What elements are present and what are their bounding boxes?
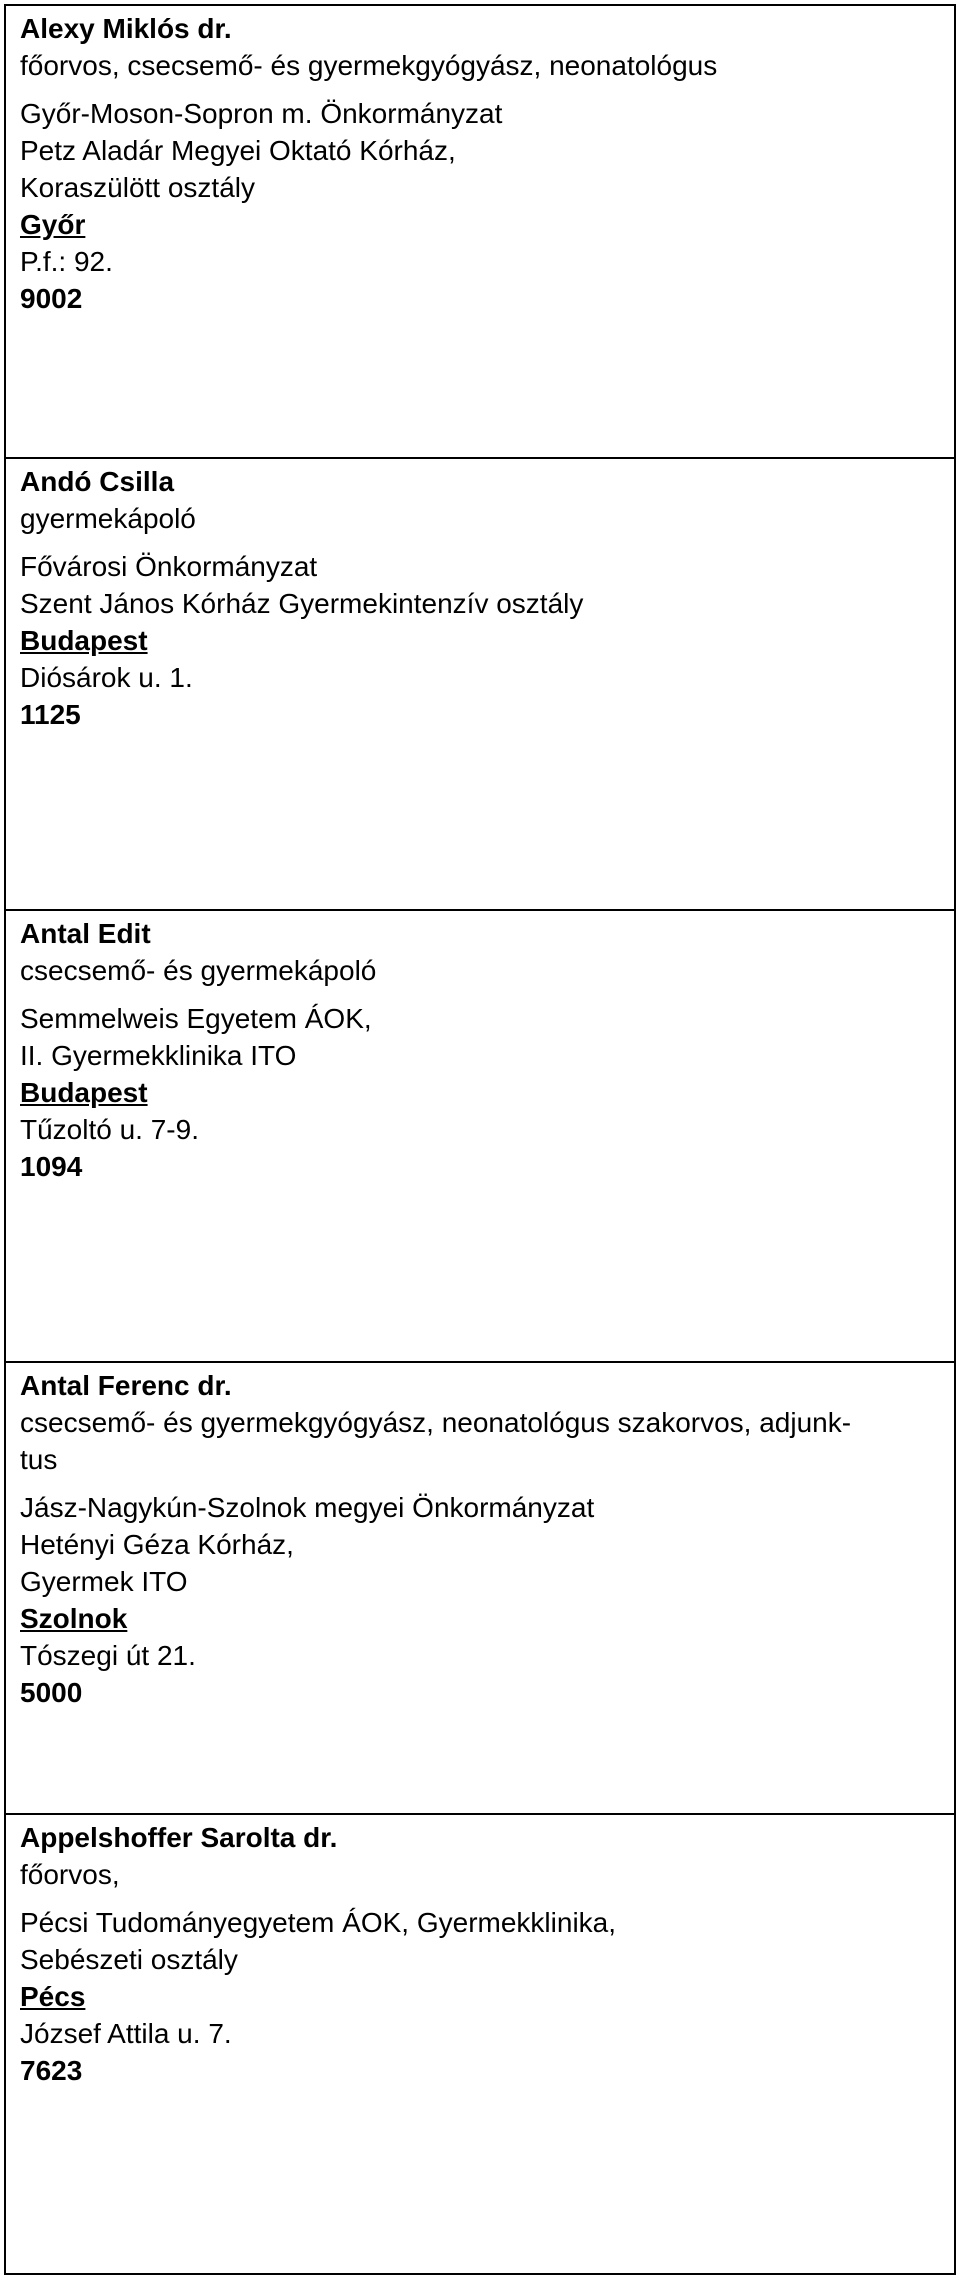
entry-street: Tószegi út 21. (20, 1640, 196, 1671)
entry-institution-line: Petz Aladár Megyei Oktató Kórház, (20, 135, 456, 166)
directory-entry (4, 4, 956, 459)
entry-role: csecsemő- és gyermekápoló (20, 955, 377, 986)
directory-entry (4, 1813, 956, 2275)
entry-zip: 5000 (20, 1677, 83, 1708)
entry-zip: 9002 (20, 283, 83, 314)
entry-role: főorvos, csecsemő- és gyermekgyógyász, neonatológus (20, 50, 718, 81)
directory-entry (4, 457, 956, 911)
entry-city: Pécs (20, 1981, 86, 2012)
entry-city: Budapest (20, 1077, 148, 1108)
entry-institution-line: Sebészeti osztály (20, 1944, 238, 1975)
directory-entry (4, 909, 956, 1363)
entry-institution-line: Semmelweis Egyetem ÁOK, (20, 1003, 372, 1034)
entry-institution-line: Gyermek ITO (20, 1566, 188, 1597)
entry-city: Győr (20, 209, 86, 240)
entry-street: Diósárok u. 1. (20, 662, 193, 693)
entry-street: Tűzoltó u. 7-9. (20, 1114, 199, 1145)
entry-zip: 1125 (20, 699, 81, 730)
entry-name: Appelshoffer Sarolta dr. (20, 1822, 338, 1853)
entry-zip: 1094 (20, 1151, 83, 1182)
entry-institution-line: Jász-Nagykún-Szolnok megyei Önkormányzat (20, 1492, 595, 1523)
entry-name: Andó Csilla (20, 466, 175, 497)
entry-street: József Attila u. 7. (20, 2018, 232, 2049)
entry-role-continued: tus (20, 1444, 58, 1475)
entry-institution-line: Koraszülött osztály (20, 172, 255, 203)
entry-city: Szolnok (20, 1603, 128, 1634)
entry-institution-line: Győr-Moson-Sopron m. Önkormányzat (20, 98, 503, 129)
entry-street: P.f.: 92. (20, 246, 113, 277)
entry-institution-line: Hetényi Géza Kórház, (20, 1529, 294, 1560)
entry-role: csecsemő- és gyermekgyógyász, neonatológus szakorvos, adjunk- (20, 1407, 852, 1438)
entry-institution-line: Pécsi Tudományegyetem ÁOK, Gyermekklinika, (20, 1907, 617, 1938)
entry-name: Alexy Miklós dr. (20, 13, 232, 44)
entry-institution-line: Szent János Kórház Gyermekintenzív osztály (20, 588, 584, 619)
entry-institution-line: Fővárosi Önkormányzat (20, 551, 318, 582)
directory-entry (4, 1361, 956, 1815)
entry-name: Antal Edit (20, 918, 151, 949)
entry-name: Antal Ferenc dr. (20, 1370, 232, 1401)
entry-zip: 7623 (20, 2055, 83, 2086)
entry-role: főorvos, (20, 1859, 120, 1890)
entry-institution-line: II. Gyermekklinika ITO (20, 1040, 297, 1071)
entry-city: Budapest (20, 625, 148, 656)
entry-role: gyermekápoló (20, 503, 196, 534)
